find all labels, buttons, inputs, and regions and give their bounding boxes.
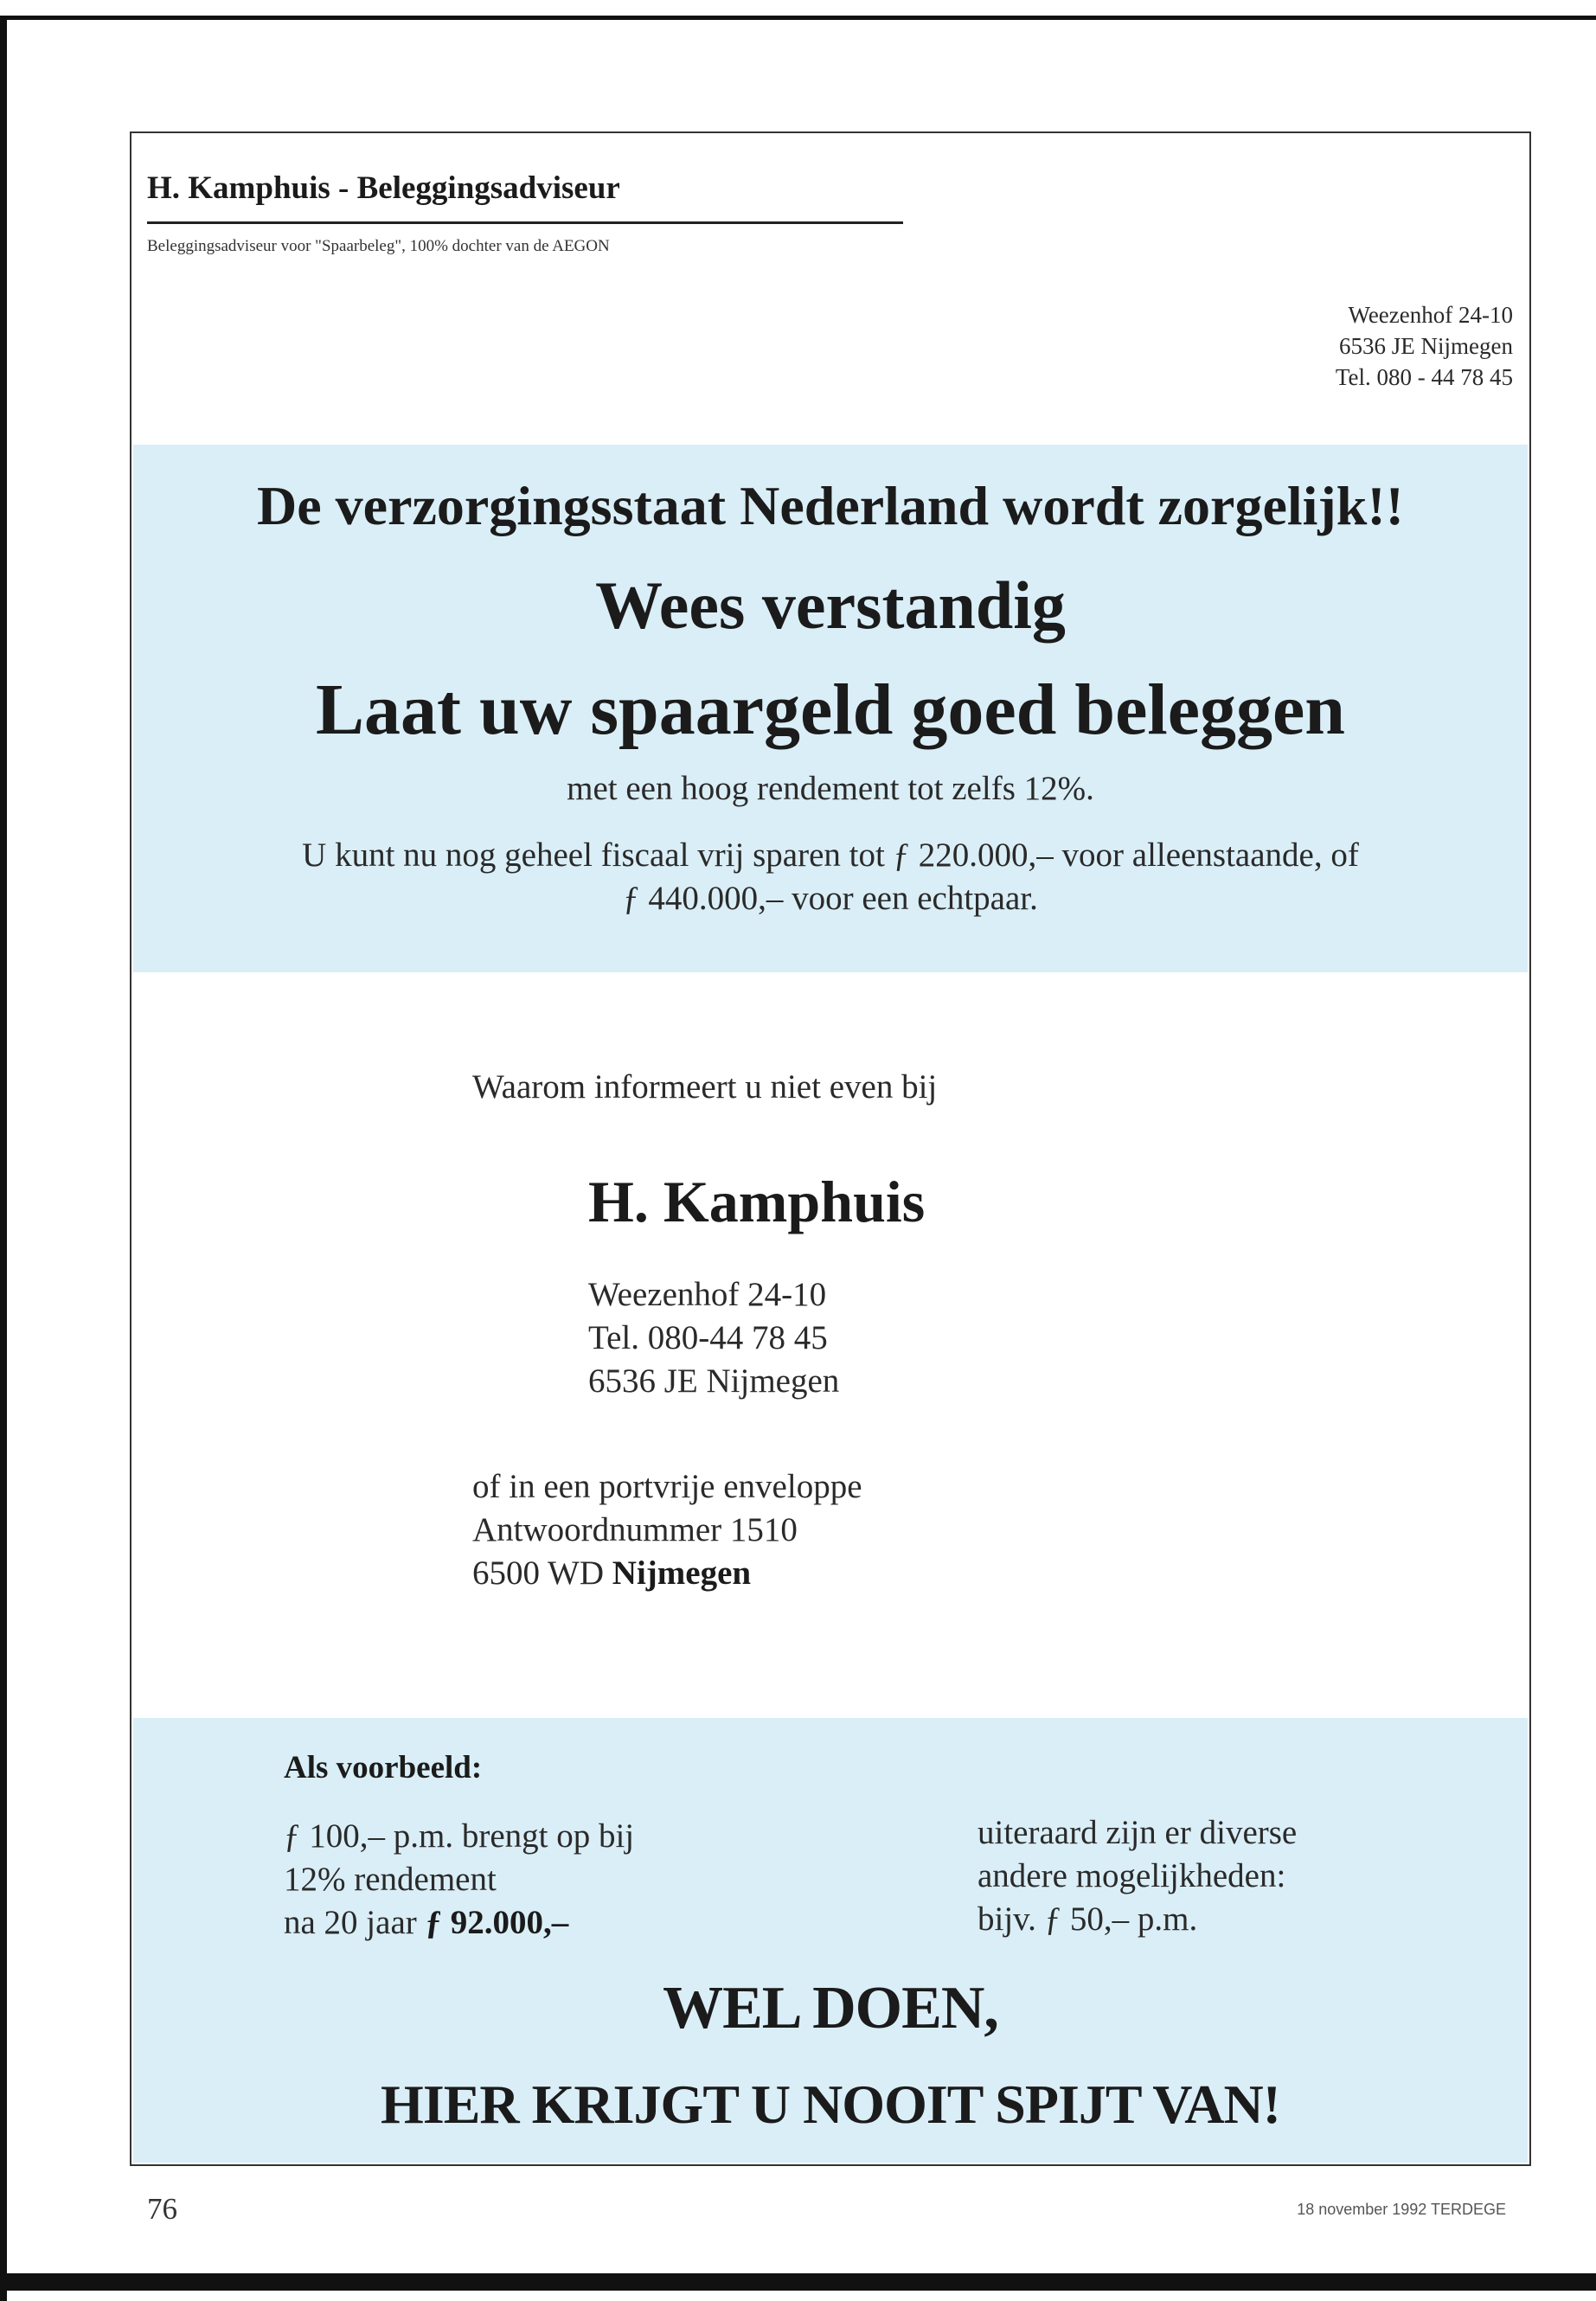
example-left-line-2: 12% rendement [284, 1861, 497, 1898]
fiscal-text [164, 834, 1497, 920]
contact-alt-line-1: of in een portvrije enveloppe [472, 1468, 862, 1505]
contact-alt-postcode: 6500 WD [472, 1554, 605, 1592]
contact-address-street: Weezenhof 24-10 [588, 1276, 827, 1313]
contact-alt-line-2: Antwoordnummer 1510 [472, 1511, 798, 1548]
headline-wees-verstandig: Wees verstandig [595, 567, 1066, 643]
header-rule [147, 221, 903, 224]
page-border-bottom [0, 2273, 1596, 2291]
fiscal-line-1: U kunt nu nog geheel fiscaal vrij sparen tot ƒ 220.000,– voor alleenstaande, of [302, 836, 1359, 874]
header-subtitle: Beleggingsadviseur voor "Spaarbeleg", 100% dochter van de AEGON [147, 237, 610, 255]
example-left-line-3 [284, 1901, 634, 1945]
cta-nooit-spijt: HIER KRIJGT U NOOIT SPIJT VAN! [381, 2073, 1280, 2135]
headline-beleggen: Laat uw spaargeld goed beleggen [315, 670, 1346, 750]
contact-address [588, 1273, 839, 1403]
contact-address-city: 6536 JE Nijmegen [588, 1362, 840, 1400]
page-border-left [0, 16, 7, 2301]
contact-name: H. Kamphuis [588, 1169, 926, 1234]
header-address-city: 6536 JE Nijmegen [1339, 333, 1513, 359]
contact-intro: Waarom informeert u niet even bij [472, 1068, 938, 1106]
example-right-line-3: bijv. ƒ 50,– p.m. [977, 1900, 1198, 1938]
rendement-text: met een hoog rendement tot zelfs 12%. [567, 770, 1094, 807]
header-address-phone: Tel. 080 - 44 78 45 [1335, 364, 1513, 390]
example-right [977, 1811, 1297, 1941]
contact-alt-line-3 [472, 1552, 862, 1595]
header-title: H. Kamphuis - Beleggingsadviseur [147, 170, 620, 206]
page-number: 76 [147, 2192, 177, 2226]
example-left-amount: ƒ 92.000,– [425, 1904, 569, 1941]
example-label: Als voorbeeld: [284, 1750, 483, 1785]
contact-alt-city: Nijmegen [612, 1554, 752, 1592]
header-address [1336, 299, 1513, 393]
example-left-line-1: ƒ 100,– p.m. brengt op bij [284, 1817, 635, 1855]
contact-alt-address [472, 1465, 862, 1595]
header-address-street: Weezenhof 24-10 [1348, 302, 1513, 328]
contact-address-phone: Tel. 080-44 78 45 [588, 1319, 828, 1356]
example-right-line-2: andere mogelijkheden: [977, 1857, 1286, 1894]
publication-footer: 18 november 1992 TERDEGE [1297, 2201, 1506, 2218]
example-left-prefix: na 20 jaar [284, 1904, 417, 1941]
page-border-top [0, 16, 1596, 20]
example-right-line-1: uiteraard zijn er diverse [977, 1814, 1298, 1851]
headline-warning: De verzorgingsstaat Nederland wordt zorgelijk!! [257, 475, 1404, 536]
fiscal-line-2: ƒ 440.000,– voor een echtpaar. [623, 880, 1038, 917]
cta-wel-doen: WEL DOEN, [663, 1975, 998, 2041]
example-left [284, 1815, 634, 1945]
